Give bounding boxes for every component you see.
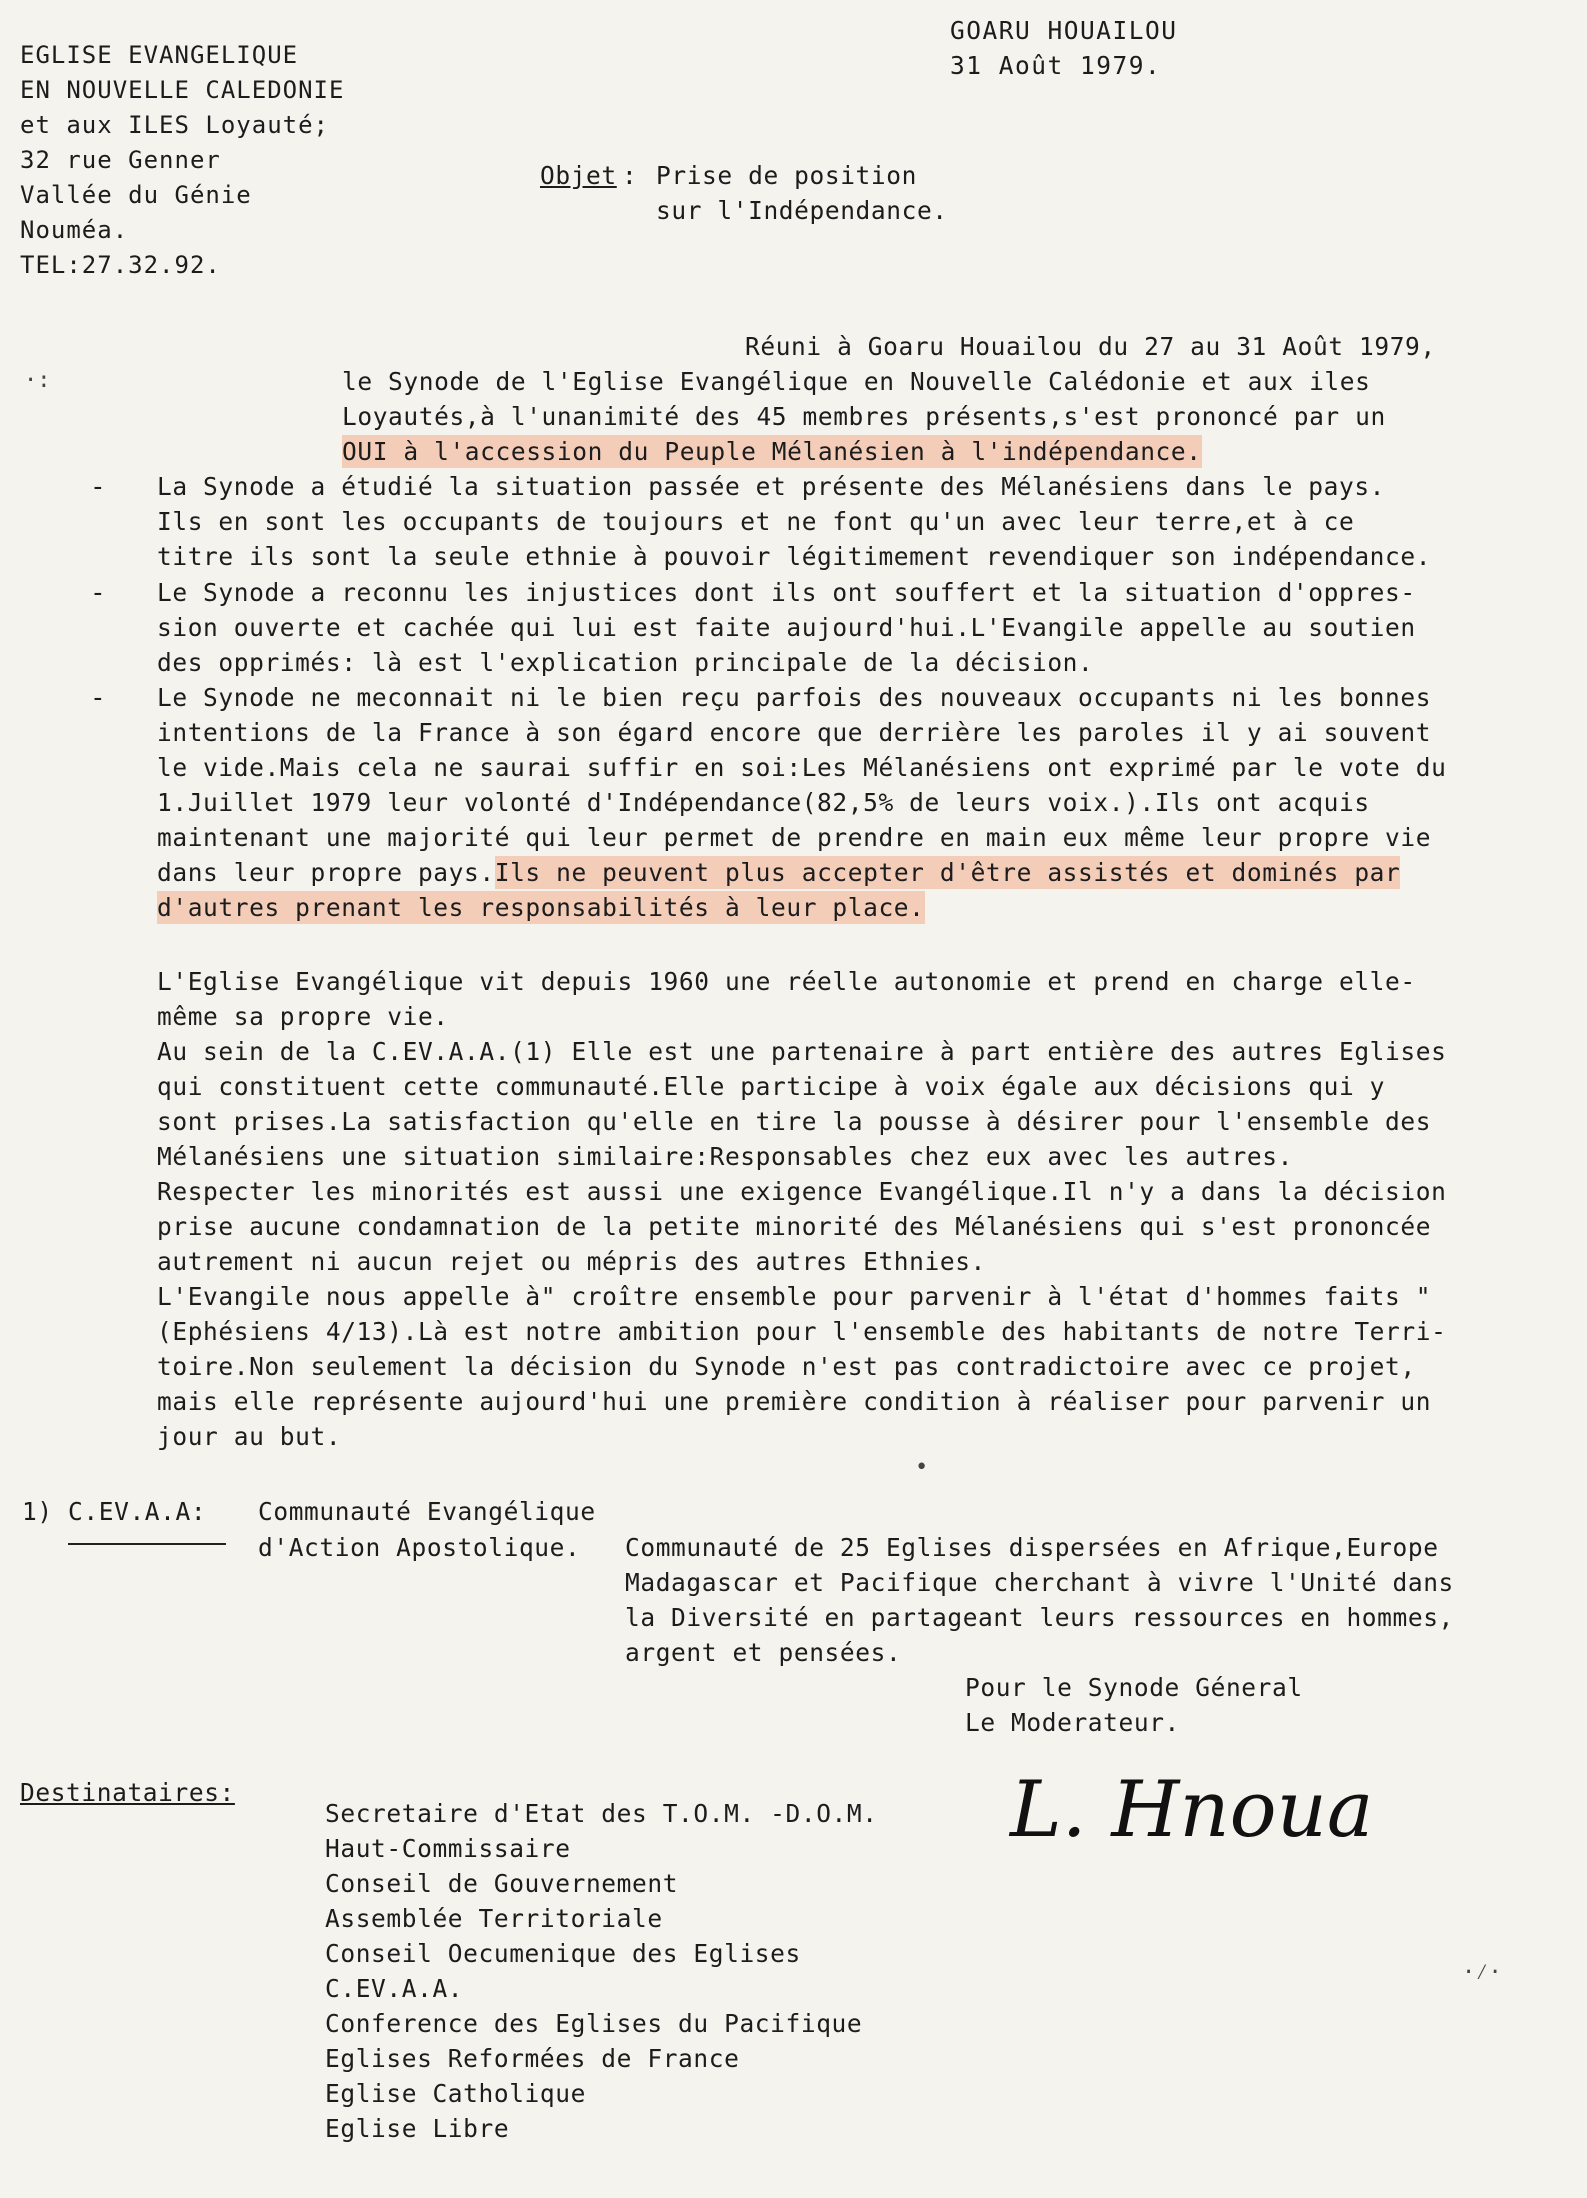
recipient-item: Conference des Eglises du Pacifique bbox=[325, 2009, 863, 2038]
point-line-mixed bbox=[157, 858, 1400, 888]
footnote-rule bbox=[68, 1543, 226, 1545]
sender-line: Nouméa. bbox=[20, 216, 129, 244]
body-line: jour au but. bbox=[157, 1422, 342, 1451]
body-line: Respecter les minorités est aussi une exigence Evangélique.Il n'y a dans la décision bbox=[157, 1177, 1447, 1206]
body-line: prise aucune condamnation de la petite minorité des Mélanésiens qui s'est prononcée bbox=[157, 1212, 1432, 1241]
closing-line: Pour le Synode Géneral bbox=[965, 1673, 1303, 1702]
handwritten-signature: L. Hnoua bbox=[1010, 1765, 1374, 1855]
intro-line: Réuni à Goaru Houailou du 27 au 31 Août 1979, bbox=[745, 332, 1436, 361]
body-line: L'Eglise Evangélique vit depuis 1960 une réelle autonomie et prend en charge elle- bbox=[157, 967, 1416, 996]
bullet-dash: - bbox=[90, 683, 106, 713]
subject-colon: : bbox=[622, 161, 638, 190]
recipient-item: Assemblée Territoriale bbox=[325, 1904, 663, 1933]
point-line: titre ils sont la seule ethnie à pouvoir légitimement revendiquer son indépendance. bbox=[157, 542, 1432, 571]
highlighted-text: Ils ne peuvent plus accepter d'être assistés et dominés par bbox=[494, 858, 1401, 887]
sender-line: 32 rue Genner bbox=[20, 146, 221, 174]
sender-line: EN NOUVELLE CALEDONIE bbox=[20, 76, 345, 104]
body-line: qui constituent cette communauté.Elle participe à voix égale aux décisions qui y bbox=[157, 1072, 1386, 1101]
point-line: La Synode a étudié la situation passée et présente des Mélanésiens dans le pays. bbox=[157, 472, 1386, 501]
sender-line: Vallée du Génie bbox=[20, 181, 252, 209]
point-line: intentions de la France à son égard encore que derrière les paroles il y ai souvent bbox=[157, 718, 1432, 747]
scan-speck-mark: ·: bbox=[24, 368, 51, 393]
point-line: 1.Juillet 1979 leur volonté d'Indépendance(82,5% de leurs voix.).Ils ont acquis bbox=[157, 788, 1370, 817]
point-line: le vide.Mais cela ne saurai suffir en soi:Les Mélanésiens ont exprimé par le vote du bbox=[157, 753, 1447, 782]
footnote-marker: 1) C.EV.A.A: bbox=[22, 1497, 207, 1526]
point-line-highlight bbox=[157, 893, 925, 923]
bullet-dash: - bbox=[90, 578, 106, 608]
body-line: (Ephésiens 4/13).Là est notre ambition pour l'ensemble des habitants de notre Terri- bbox=[157, 1317, 1447, 1346]
highlighted-text: OUI à l'accession du Peuple Mélanésien à l'indépendance. bbox=[342, 437, 1202, 466]
recipient-item: Haut-Commissaire bbox=[325, 1834, 571, 1863]
body-line: L'Evangile nous appelle à" croître ensemble pour parvenir à l'état d'hommes faits " bbox=[157, 1282, 1432, 1311]
point-line: Ils en sont les occupants de toujours et ne font qu'un avec leur terre,et à ce bbox=[157, 507, 1355, 536]
subject-line: sur l'Indépendance. bbox=[656, 196, 948, 225]
subject-line: Prise de position bbox=[656, 161, 917, 190]
recipient-item: C.EV.A.A. bbox=[325, 1974, 464, 2003]
footnote-line: d'Action Apostolique. bbox=[258, 1533, 581, 1562]
place: GOARU HOUAILOU bbox=[950, 16, 1178, 45]
body-line: Au sein de la C.EV.A.A.(1) Elle est une partenaire à part entière des autres Eglises bbox=[157, 1037, 1447, 1066]
footnote-line: Madagascar et Pacifique cherchant à vivre l'Unité dans bbox=[625, 1568, 1454, 1597]
date: 31 Août 1979. bbox=[950, 51, 1162, 80]
sender-line: et aux ILES Loyauté; bbox=[20, 111, 329, 139]
recipient-item: Conseil Oecumenique des Eglises bbox=[325, 1939, 801, 1968]
recipient-item: Eglises Reformées de France bbox=[325, 2044, 740, 2073]
highlighted-text: d'autres prenant les responsabilités à leur place. bbox=[157, 893, 925, 922]
scan-speck-mark: ·⁄· bbox=[1462, 1960, 1502, 1985]
recipient-item: Conseil de Gouvernement bbox=[325, 1869, 679, 1898]
body-line: autrement ni aucun rejet ou mépris des autres Ethnies. bbox=[157, 1247, 986, 1276]
sender-line: EGLISE EVANGELIQUE bbox=[20, 41, 299, 69]
closing-line: Le Moderateur. bbox=[965, 1708, 1180, 1737]
body-line: toire.Non seulement la décision du Synode n'est pas contradictoire avec ce projet, bbox=[157, 1352, 1416, 1381]
intro-highlight bbox=[342, 437, 1202, 467]
recipient-item: Secretaire d'Etat des T.O.M. -D.O.M. bbox=[325, 1799, 878, 1828]
scan-speck-mark: • bbox=[915, 1455, 929, 1480]
bullet-dash: - bbox=[90, 472, 106, 502]
body-line: sont prises.La satisfaction qu'elle en tire la pousse à désirer pour l'ensemble des bbox=[157, 1107, 1432, 1136]
point-line: sion ouverte et cachée qui lui est faite aujourd'hui.L'Evangile appelle au soutien bbox=[157, 613, 1416, 642]
footnote-line: Communauté de 25 Eglises dispersées en Afrique,Europe bbox=[625, 1533, 1439, 1562]
point-line: Le Synode ne meconnait ni le bien reçu parfois des nouveaux occupants ni les bonnes bbox=[157, 683, 1432, 712]
sender-phone: TEL:27.32.92. bbox=[20, 251, 221, 279]
body-line: Mélanésiens une situation similaire:Responsables chez eux avec les autres. bbox=[157, 1142, 1293, 1171]
body-line: même sa propre vie. bbox=[157, 1002, 449, 1031]
point-text: dans leur propre pays. bbox=[157, 858, 495, 887]
footnote-line: Communauté Evangélique bbox=[258, 1497, 596, 1526]
intro-line: Loyautés,à l'unanimité des 45 membres présents,s'est prononcé par un bbox=[342, 402, 1386, 431]
subject-label: Objet bbox=[540, 161, 617, 190]
footnote-line: la Diversité en partageant leurs ressources en hommes, bbox=[625, 1603, 1454, 1632]
point-line: maintenant une majorité qui leur permet de prendre en main eux même leur propre vie bbox=[157, 823, 1432, 852]
body-line: mais elle représente aujourd'hui une première condition à réaliser pour parvenir un bbox=[157, 1387, 1432, 1416]
recipient-item: Eglise Libre bbox=[325, 2114, 510, 2143]
point-line: Le Synode a reconnu les injustices dont ils ont souffert et la situation d'oppres- bbox=[157, 578, 1416, 607]
intro-line: le Synode de l'Eglise Evangélique en Nouvelle Calédonie et aux iles bbox=[342, 367, 1371, 396]
recipient-item: Eglise Catholique bbox=[325, 2079, 586, 2108]
footnote-line: argent et pensées. bbox=[625, 1638, 902, 1667]
point-line: des opprimés: là est l'explication principale de la décision. bbox=[157, 648, 1094, 677]
recipients-label: Destinataires: bbox=[20, 1778, 235, 1807]
